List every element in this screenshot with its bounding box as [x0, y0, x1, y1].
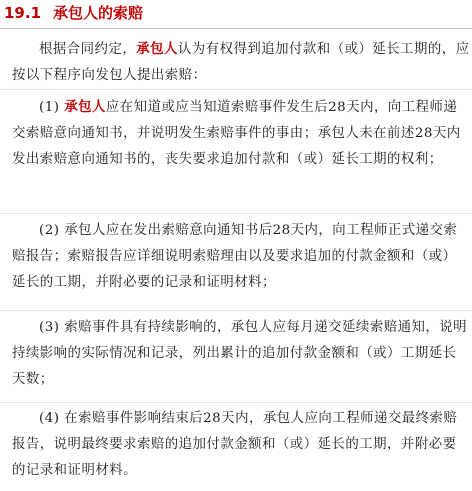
heading-divider [0, 28, 472, 29]
item-2-text: 承包人应在发出索赔意向通知书后28天内，向工程师正式递交索赔报告；索赔报告应详细说明索赔理由以及要求追加的付款金额和（或）延长的工期，并附必要的记录和证明材料； [12, 223, 458, 290]
item-1-highlight: 承包人 [64, 99, 106, 115]
intro-text-pre: 根据合同约定， [39, 42, 137, 57]
paragraph-divider [0, 402, 472, 403]
section-title: 承包人的索赔 [53, 4, 144, 22]
list-item-1 [12, 94, 470, 173]
list-item-3 [12, 315, 470, 393]
item-4-text: 在索赔事件影响结束后28天内，承包人应向工程师递交最终索赔报告，说明最终要求索赔的追加付款金额和（或）延长的工期，并附必要的记录和证明材料。 [12, 411, 458, 478]
intro-paragraph [12, 36, 470, 89]
intro-text-post: 认为有权得到追加付款和（或）延长工期的，应按以下程序向发包人提出索赔： [12, 42, 470, 83]
list-item-4 [12, 406, 470, 484]
item-2-marker: (2) [39, 223, 65, 238]
item-1-text: 应在知道或应当知道索赔事件发生后28天内，向工程师递交索赔意向通知书，并说明发生索赔事件的事由；承包人未在前述28天内发出索赔意向通知书的，丧失要求追加付款和（或）延长工期的权利； [12, 100, 461, 167]
item-3-text: 索赔事件具有持续影响的，承包人应每月递交延续索赔通知，说明持续影响的实际情况和记录，列出累计的追加付款金额和（或）工期延长天数； [12, 320, 468, 387]
paragraph-divider [0, 213, 472, 214]
intro-highlight: 承包人 [136, 41, 178, 57]
section-heading [4, 4, 143, 22]
item-1-marker: (1) [39, 100, 65, 115]
paragraph-divider [0, 89, 472, 90]
item-3-marker: (3) [39, 320, 65, 335]
section-number: 19.1 [4, 4, 42, 22]
item-4-marker: (4) [39, 411, 65, 426]
paragraph-divider [0, 310, 472, 311]
list-item-2 [12, 218, 470, 296]
